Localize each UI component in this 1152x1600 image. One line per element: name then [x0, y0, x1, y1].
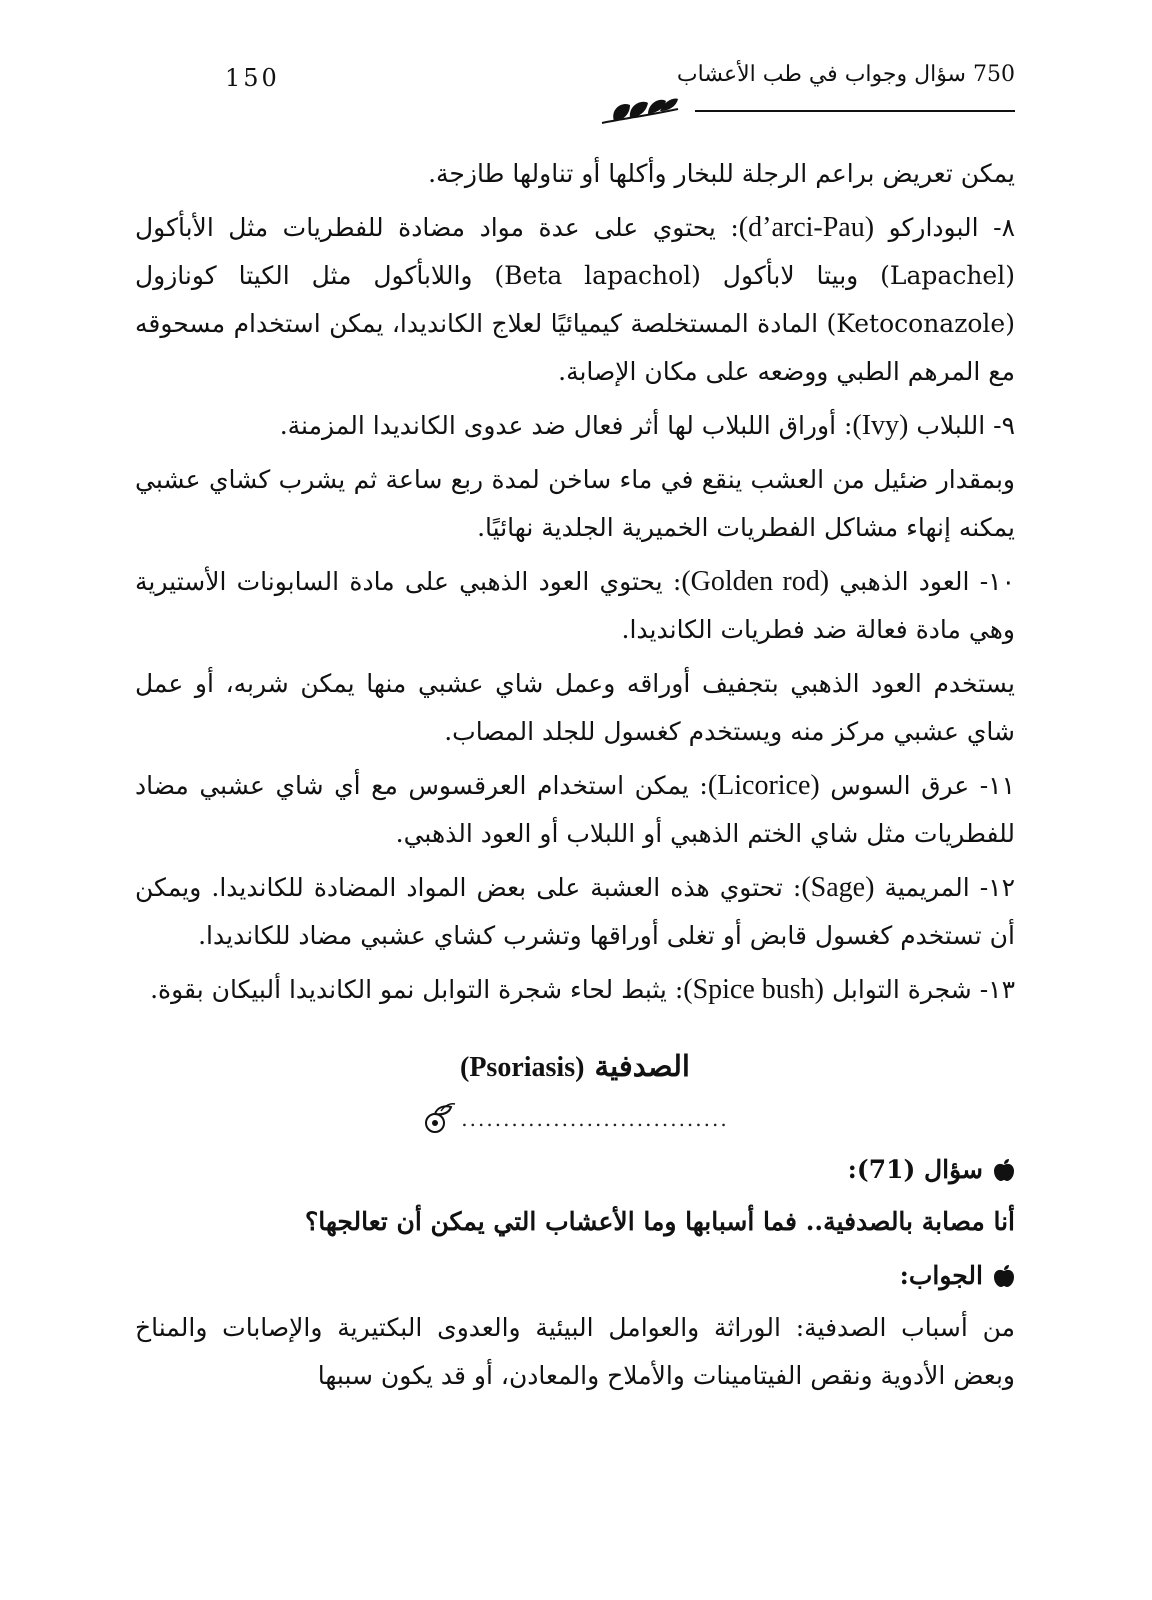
question-label-row [135, 1146, 1015, 1194]
section-title-latin: (Psoriasis) [460, 1052, 585, 1083]
item-13-text: : يثبط لحاء شجرة التوابل نمو الكانديدا ألبيكان بقوة. [150, 975, 684, 1004]
section-title [135, 1042, 1015, 1092]
item-10-latin: (Golden rod) [681, 566, 830, 597]
item-13-latin: (Spice bush) [683, 974, 825, 1005]
paragraph-1-text: يمكن تعريض براعم الرجلة للبخار وأكلها أو تناولها طازجة. [428, 159, 1015, 188]
paragraph-2 [135, 204, 1015, 396]
question-text: أنا مصابة بالصدفية.. فما أسبابها وما الأعشاب التي يمكن أن تعالجها؟ [304, 1207, 1015, 1236]
paragraph-8 [135, 864, 1015, 960]
item-8-prefix: ٨- البوداركو [874, 213, 1015, 242]
paragraph-9 [135, 966, 1015, 1014]
item-9-prefix: ٩- اللبلاب [908, 411, 1015, 440]
item-10-text: : يحتوي العود الذهبي على مادة السابونات الأستيرية وهي مادة فعالة ضد فطريات الكانديدا. [135, 567, 1015, 644]
paragraph-5 [135, 558, 1015, 654]
question-label: سؤال (71): [847, 1155, 983, 1184]
item-13-prefix: ١٣- شجرة التوابل [824, 975, 1015, 1004]
paragraph-3 [135, 402, 1015, 450]
page-header [135, 60, 1015, 130]
paragraph-6-text: يستخدم العود الذهبي بتجفيف أوراقه وعمل شاي عشبي منها يمكن شربه، أو عمل شاي عشبي مركز منه ويستخدم كغسول للجلد المصاب. [135, 669, 1015, 746]
paragraph-4-text: وبمقدار ضئيل من العشب ينقع في ماء ساخن لمدة ربع ساعة ثم يشرب كشاي عشبي يمكنه إنهاء مشاكل الفطريات الخميرية الجلدية نهائيًا. [135, 465, 1015, 542]
header-rule [695, 110, 1015, 112]
item-8-latin: (d’arci-Pau) [738, 212, 875, 243]
item-12-latin: (Sage) [801, 872, 875, 903]
body-text [135, 150, 1015, 1406]
paragraph-4 [135, 456, 1015, 552]
flower-icon [421, 1101, 457, 1137]
item-12-text: : تحتوي هذه العشبة على بعض المواد المضادة للكانديدا. ويمكن أن تستخدم كغسول قابض أو تغلى أوراقها وتشرب كشاي عشبي مضاد للكانديدا. [135, 873, 1015, 950]
section-ornament [135, 1094, 1015, 1144]
book-title: 750 سؤال وجواب في طب الأعشاب [676, 62, 1015, 87]
paragraph-1 [135, 150, 1015, 198]
section-title-arabic: الصدفية [594, 1049, 690, 1083]
apple-icon [993, 1264, 1015, 1288]
paragraph-6 [135, 660, 1015, 756]
dotted-line: ................................ [461, 1107, 729, 1131]
leaf-ornament-icon [600, 93, 680, 127]
answer-label-row [135, 1252, 1015, 1300]
answer-label: الجواب: [899, 1261, 983, 1290]
page-number: 150 [225, 64, 280, 92]
item-11-text: : يمكن استخدام العرقسوس مع أي شاي عشبي مضاد للفطريات مثل شاي الختم الذهبي أو اللبلاب أو العود الذهبي. [135, 771, 1015, 848]
item-9-text: : أوراق اللبلاب لها أثر فعال ضد عدوى الكانديدا المزمنة. [279, 411, 853, 440]
item-11-latin: (Licorice) [707, 770, 820, 801]
apple-icon [993, 1158, 1015, 1182]
paragraph-7 [135, 762, 1015, 858]
item-9-latin: (Ivy) [852, 410, 909, 441]
item-10-prefix: ١٠- العود الذهبي [829, 567, 1015, 596]
item-11-prefix: ١١- عرق السوس [819, 771, 1016, 800]
item-12-prefix: ١٢- المريمية [874, 873, 1016, 902]
answer-text: من أسباب الصدفية: الوراثة والعوامل البيئية والعدوى البكتيرية والإصابات والمناخ وبعض الأدوية ونقص الفيتامينات والأملاح والمعادن، أو قد يكون سببها [135, 1313, 1015, 1390]
item-8-text: : يحتوي على عدة مواد مضادة للفطريات مثل الأبأكول (Lapachel) وبيتا لابأكول (Beta lapachol) واللابأكول مثل الكيتا كونازول (Ketoconazole) المادة المستخلصة كيميائيًا لعلاج الكانديدا، يمكن استخدام مسحوقه مع المرهم الطبي ووضعه على مكان الإصابة. [135, 213, 1015, 386]
